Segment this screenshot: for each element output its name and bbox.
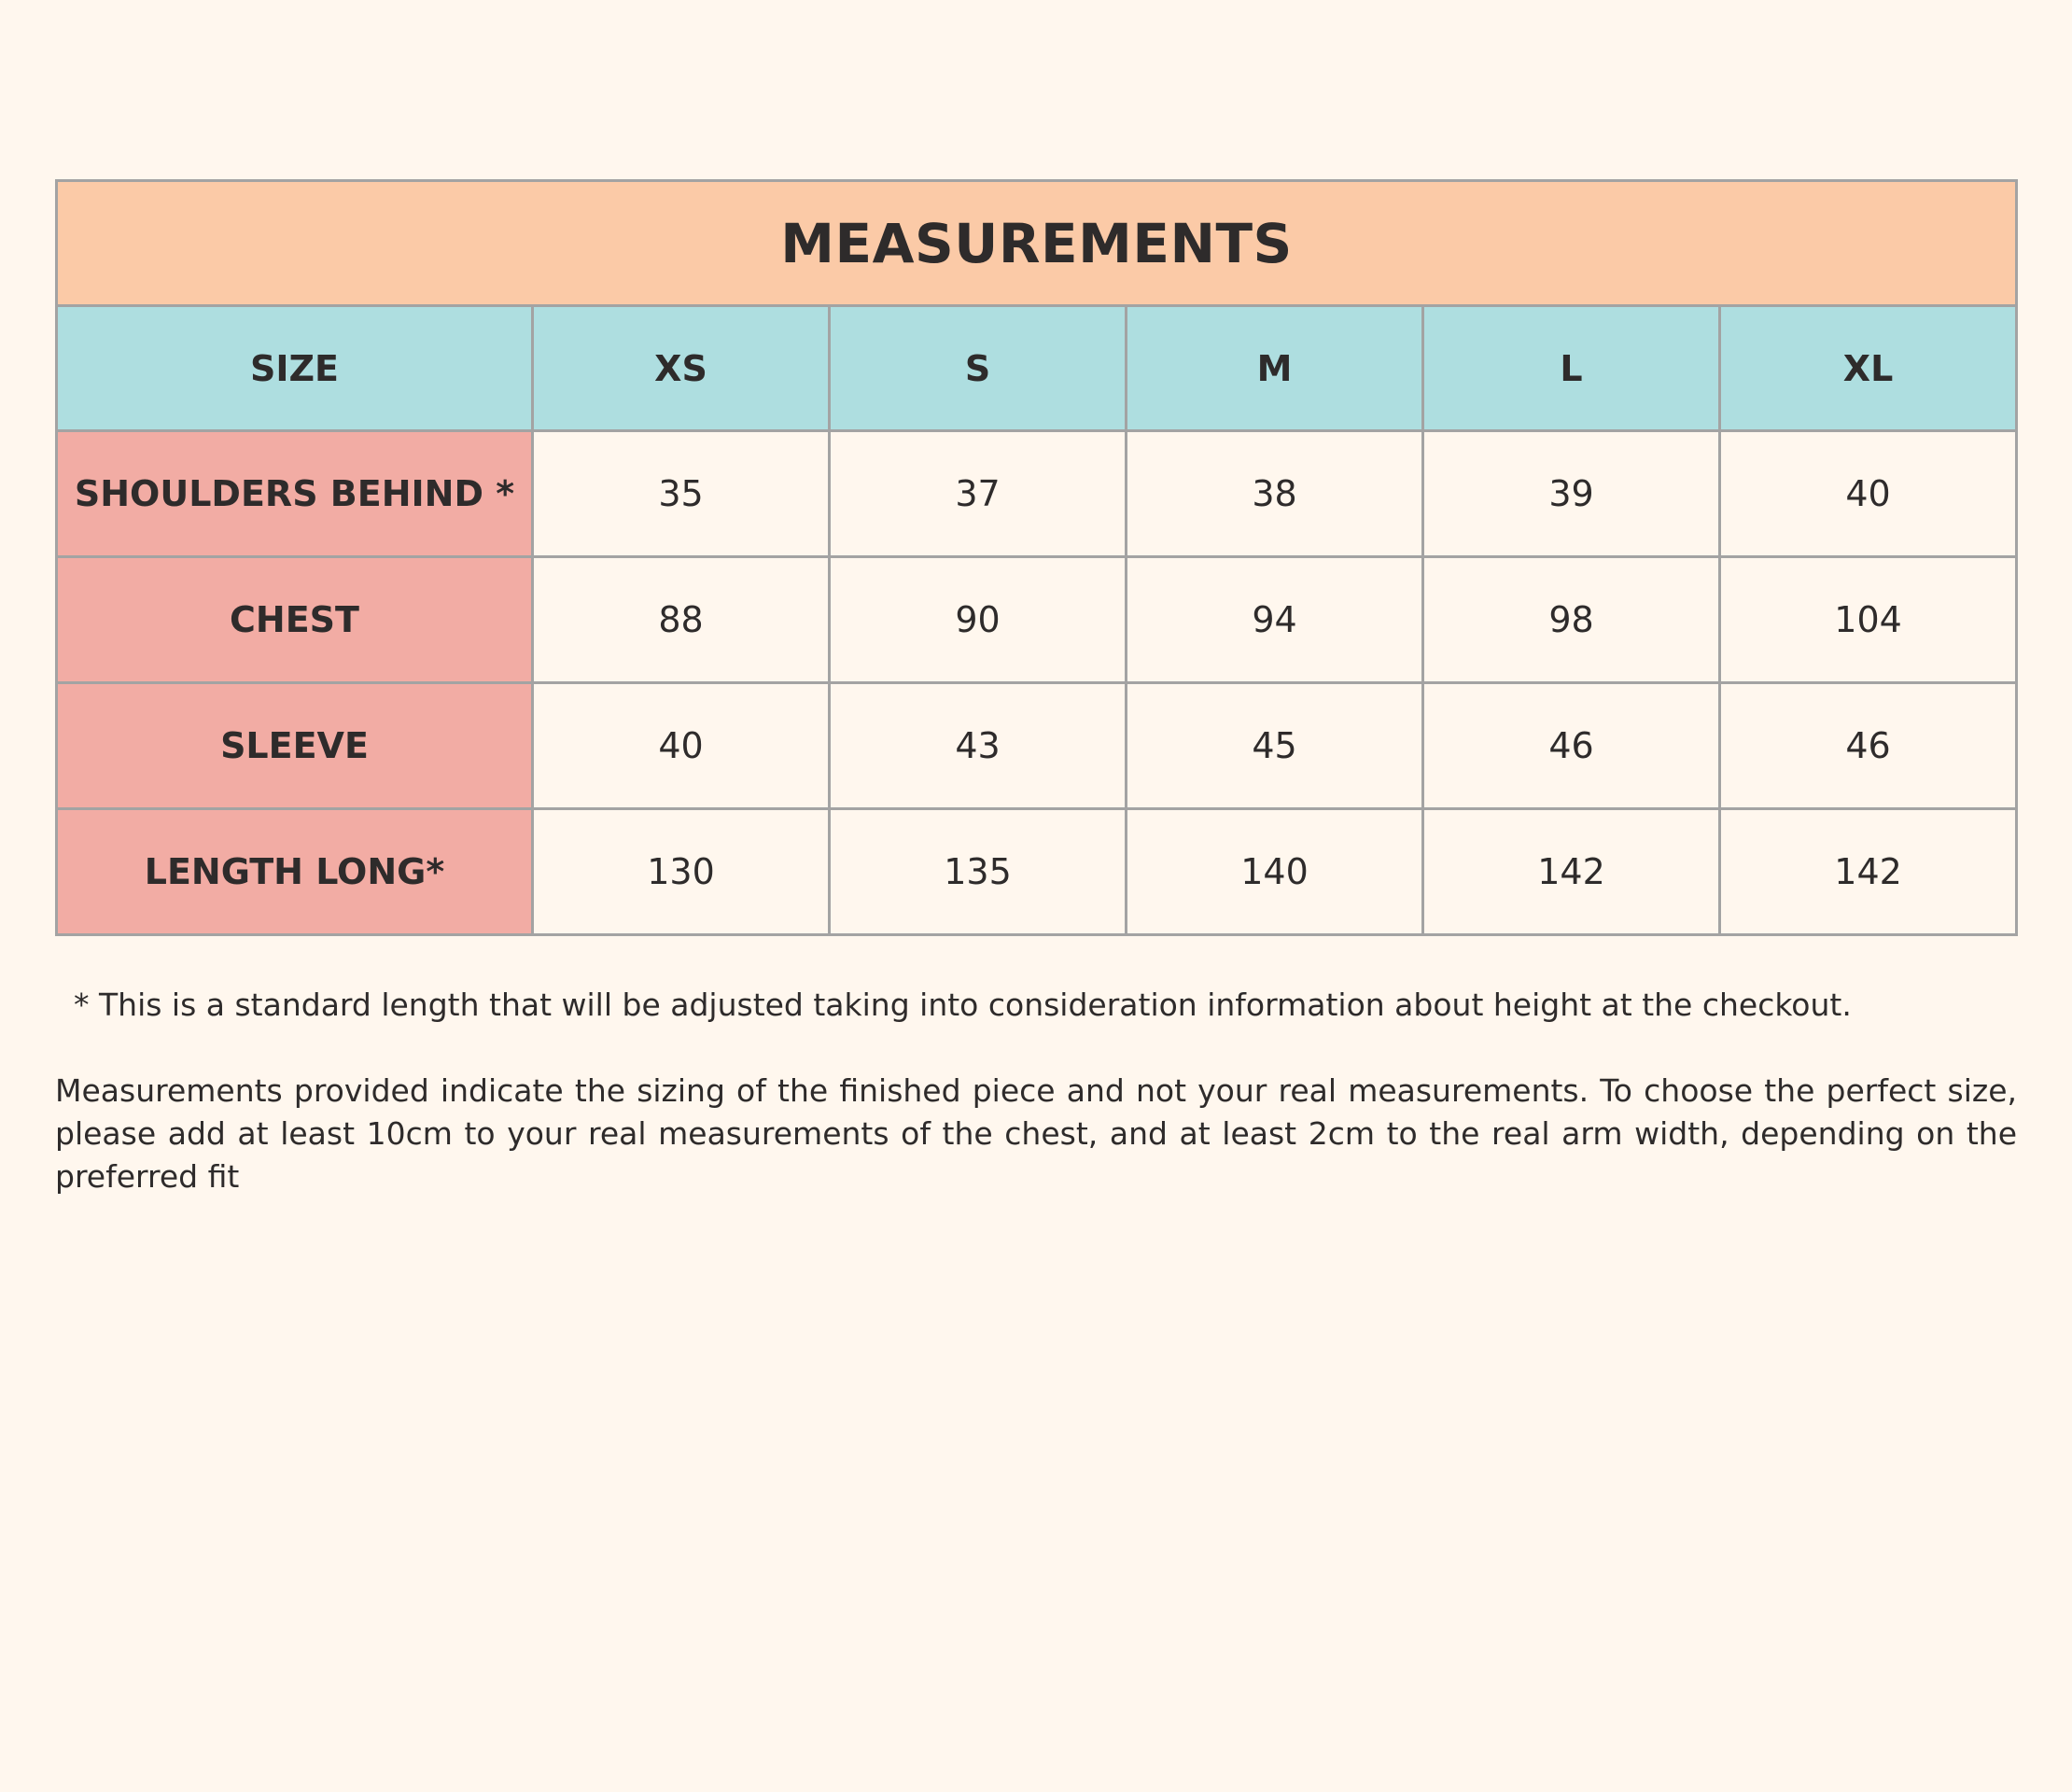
table-cell: 88: [533, 557, 830, 683]
size-header-s: S: [830, 306, 1127, 431]
table-cell: 140: [1127, 809, 1423, 935]
table-cell: 130: [533, 809, 830, 935]
table-cell: 40: [1720, 431, 2017, 557]
table-cell: 35: [533, 431, 830, 557]
table-row-chest: [57, 557, 2017, 683]
table-cell: 90: [830, 557, 1127, 683]
table-row-sleeve: [57, 683, 2017, 809]
table-cell: 37: [830, 431, 1127, 557]
table-cell: 104: [1720, 557, 2017, 683]
table-row-shoulders: [57, 431, 2017, 557]
table-cell: 142: [1720, 809, 2017, 935]
size-header-row: [57, 306, 2017, 431]
size-header-label: SIZE: [57, 306, 533, 431]
table-title: MEASUREMENTS: [57, 181, 2017, 306]
table-cell: 45: [1127, 683, 1423, 809]
table-cell: 40: [533, 683, 830, 809]
size-header-xl: XL: [1720, 306, 2017, 431]
size-header-l: L: [1423, 306, 1720, 431]
row-label-chest: CHEST: [57, 557, 533, 683]
table-cell: 46: [1423, 683, 1720, 809]
measurements-table: [55, 179, 2018, 936]
size-header-m: M: [1127, 306, 1423, 431]
table-cell: 46: [1720, 683, 2017, 809]
length-footnote: * This is a standard length that will be adjusted taking into consideration information about height at the checkout.: [74, 987, 1852, 1023]
sizing-note: Measurements provided indicate the sizing of the finished piece and not your real measurements. To choose the perfect size, please add at least 10cm to your real measurements of the chest, and at least 2cm to the real arm width, depending on the preferred fit: [55, 1072, 2017, 1195]
table-cell: 135: [830, 809, 1127, 935]
size-header-xs: XS: [533, 306, 830, 431]
title-row: [57, 181, 2017, 306]
table-cell: 43: [830, 683, 1127, 809]
table-cell: 39: [1423, 431, 1720, 557]
table-cell: 38: [1127, 431, 1423, 557]
row-label-length: LENGTH LONG*: [57, 809, 533, 935]
table-cell: 94: [1127, 557, 1423, 683]
table-cell: 142: [1423, 809, 1720, 935]
table-cell: 98: [1423, 557, 1720, 683]
row-label-sleeve: SLEEVE: [57, 683, 533, 809]
row-label-shoulders: SHOULDERS BEHIND *: [57, 431, 533, 557]
table-row-length: [57, 809, 2017, 935]
size-chart: [55, 179, 2017, 936]
